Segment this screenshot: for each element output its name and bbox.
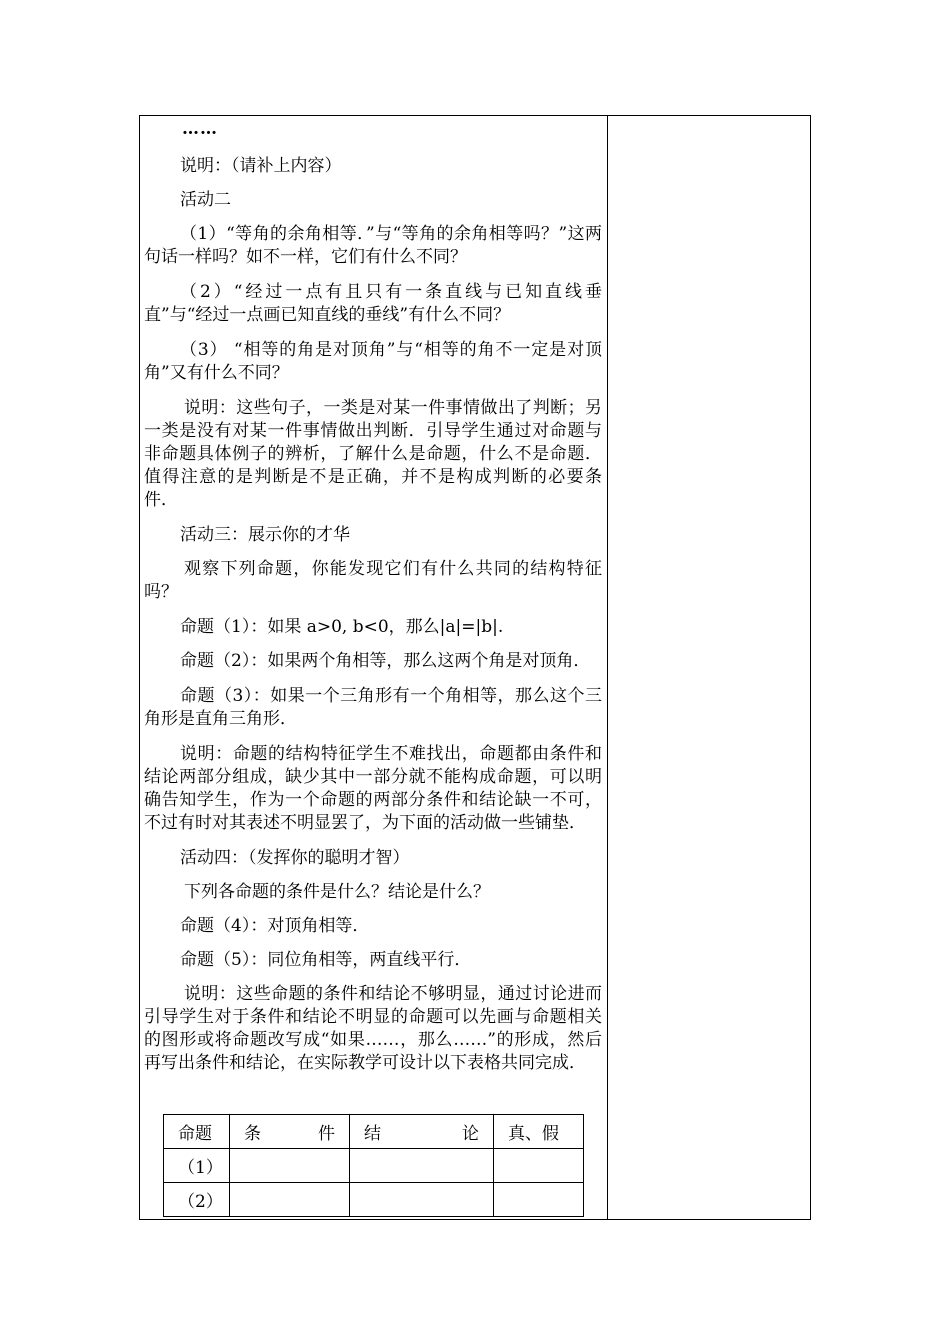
header-condition-char-1: 条 <box>244 1124 261 1144</box>
header-true-false: 真、假 <box>494 1115 584 1149</box>
header-condition <box>230 1115 350 1149</box>
conclusion-cell[interactable] <box>350 1183 494 1217</box>
header-conclusion-char-1: 结 <box>364 1124 381 1144</box>
activity-two-heading: 活动二 <box>180 190 231 210</box>
proposition-1: 命题（1）：如果 a>0, b<0，那么|a|=|b|. <box>180 617 504 637</box>
header-proposition: 命题 <box>164 1115 230 1149</box>
lesson-content <box>144 118 602 1087</box>
note-fill-content: 说明：（请补上内容） <box>180 156 342 176</box>
observe-propositions: 观察下列命题，你能发现它们有什么共同的结构特征吗？ <box>144 559 602 602</box>
table-row <box>164 1149 584 1183</box>
conclusion-cell[interactable] <box>350 1149 494 1183</box>
proposition-3: 命题（3）：如果一个三角形有一个角相等，那么这个三角形是直角三角形． <box>144 686 602 729</box>
row-label: （1） <box>164 1149 230 1183</box>
condition-cell[interactable] <box>230 1183 350 1217</box>
header-conclusion <box>350 1115 494 1149</box>
explanation-rewrite: 说明：这些命题的条件和结论不够明显，通过讨论进而引导学生对于条件和结论不明显的命题可以先画与命题相关的图形或将命题改写成“如果……，那么……”的形成，然后再写出条件和结论，在实际教学可设计以下表格共同完成． <box>144 984 602 1073</box>
explanation-structure: 说明：命题的结构特征学生不难找出，命题都由条件和结论两部分组成，缺少其中一部分就不能构成命题，可以明确告知学生，作为一个命题的两部分条件和结论缺一不可，不过有时对其表述不明显罢了，为下面的活动做一些铺垫． <box>144 744 602 833</box>
activity-three-heading: 活动三：展示你的才华 <box>180 525 350 545</box>
explanation-judgment: 说明：这些句子，一类是对某一件事情做出了判断；另一类是没有对某一件事情做出判断．引导学生通过对命题与非命题具体例子的辨析，了解什么是命题，什么不是命题．值得注意的是判断是不是正确，并不是构成判断的必要条件． <box>144 398 602 510</box>
activity-four-heading: 活动四：（发挥你的聪明才智） <box>180 848 410 868</box>
proposition-4: 命题（4）：对顶角相等． <box>180 916 370 936</box>
ellipsis-line: …… <box>182 119 218 139</box>
true-false-cell[interactable] <box>494 1183 584 1217</box>
conditions-question: 下列各命题的条件是什么？结论是什么？ <box>184 882 490 902</box>
proposition-2: 命题（2）：如果两个角相等，那么这两个角是对顶角． <box>180 651 591 671</box>
question-2: （2）“经过一点有且只有一条直线与已知直线垂直”与“经过一点画已知直线的垂线”有什么不同？ <box>144 282 602 325</box>
proposition-5: 命题（5）：同位角相等，两直线平行． <box>180 950 472 970</box>
table-row <box>164 1183 584 1217</box>
true-false-cell[interactable] <box>494 1149 584 1183</box>
header-condition-char-2: 件 <box>318 1124 335 1144</box>
row-label: （2） <box>164 1183 230 1217</box>
question-3: （3） “相等的角是对顶角”与“相等的角不一定是对顶角”又有什么不同？ <box>144 340 602 383</box>
question-1: （1）“等角的余角相等．”与“等角的余角相等吗？”这两句话一样吗？如不一样，它们有什么不同？ <box>144 224 602 267</box>
condition-cell[interactable] <box>230 1149 350 1183</box>
header-conclusion-char-2: 论 <box>462 1124 479 1144</box>
proposition-summary-table <box>163 1114 584 1217</box>
table-header-row <box>164 1115 584 1149</box>
column-divider <box>607 115 608 1220</box>
